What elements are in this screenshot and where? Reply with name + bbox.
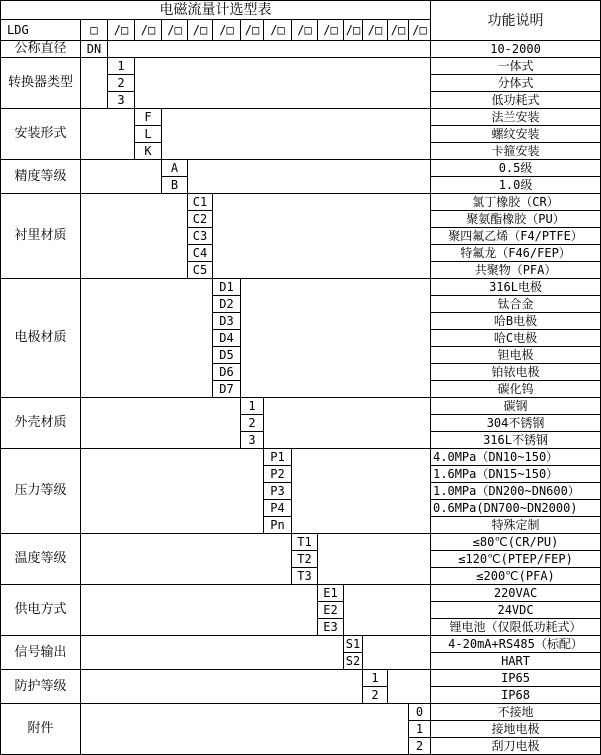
function-desc-converter-type-1: 分体式 bbox=[431, 75, 601, 92]
function-desc-electrode-material-5: 铂铱电极 bbox=[431, 364, 601, 381]
filler-left-converter-type bbox=[81, 58, 108, 109]
filler-left-installation-form bbox=[81, 109, 135, 160]
table-title: 电磁流量计选型表 bbox=[1, 1, 431, 20]
code-electrode-material-6: D7 bbox=[213, 381, 241, 398]
model-prefix: LDG bbox=[1, 20, 81, 41]
code-electrode-material-2: D3 bbox=[213, 313, 241, 330]
code-temperature-rating-0: T1 bbox=[292, 534, 318, 551]
function-desc-installation-form-1: 螺纹安装 bbox=[431, 126, 601, 143]
code-liner-material-3: C4 bbox=[188, 245, 213, 262]
code-slot: /□ bbox=[188, 20, 213, 41]
filler-left-power-supply bbox=[81, 585, 318, 636]
code-liner-material-0: C1 bbox=[188, 194, 213, 211]
filler-left-protection-class bbox=[81, 670, 363, 704]
function-desc-electrode-material-4: 钽电极 bbox=[431, 347, 601, 364]
code-slot: /□ bbox=[318, 20, 344, 41]
function-desc-accessories-0: 不接地 bbox=[431, 704, 601, 721]
code-housing-material-1: 2 bbox=[241, 415, 264, 432]
function-desc-electrode-material-2: 哈B电极 bbox=[431, 313, 601, 330]
section-label-housing-material: 外壳材质 bbox=[1, 398, 81, 449]
function-desc-electrode-material-6: 碳化钨 bbox=[431, 381, 601, 398]
section-label-accuracy-class: 精度等级 bbox=[1, 160, 81, 194]
filler-right-power-supply bbox=[344, 585, 431, 636]
code-installation-form-0: F bbox=[135, 109, 162, 126]
function-desc-liner-material-4: 共聚物（PFA） bbox=[431, 262, 601, 279]
code-protection-class-1: 2 bbox=[363, 687, 388, 704]
code-accessories-1: 1 bbox=[409, 721, 431, 738]
section-label-pressure-rating: 压力等级 bbox=[1, 449, 81, 534]
function-desc-signal-output-0: 4-20mA+RS485（标配） bbox=[431, 636, 601, 653]
code-converter-type-0: 1 bbox=[108, 58, 135, 75]
code-pressure-rating-0: P1 bbox=[264, 449, 292, 466]
code-temperature-rating-2: T3 bbox=[292, 568, 318, 585]
function-desc-housing-material-1: 304不锈钢 bbox=[431, 415, 601, 432]
function-desc-pressure-rating-4: 特殊定制 bbox=[431, 517, 601, 534]
code-converter-type-1: 2 bbox=[108, 75, 135, 92]
section-label-converter-type: 转换器类型 bbox=[1, 58, 81, 109]
code-power-supply-0: E1 bbox=[318, 585, 344, 602]
function-desc-liner-material-2: 聚四氟乙烯（F4/PTFE） bbox=[431, 228, 601, 245]
code-housing-material-0: 1 bbox=[241, 398, 264, 415]
code-accessories-2: 2 bbox=[409, 738, 431, 755]
code-power-supply-1: E2 bbox=[318, 602, 344, 619]
code-converter-type-2: 3 bbox=[108, 92, 135, 109]
code-pressure-rating-1: P2 bbox=[264, 466, 292, 483]
code-slot: /□ bbox=[292, 20, 318, 41]
code-slot: /□ bbox=[388, 20, 409, 41]
code-installation-form-2: K bbox=[135, 143, 162, 160]
function-desc-liner-material-3: 特氟龙（F46/FEP） bbox=[431, 245, 601, 262]
section-label-power-supply: 供电方式 bbox=[1, 585, 81, 636]
code-power-supply-2: E3 bbox=[318, 619, 344, 636]
code-accuracy-class-1: B bbox=[162, 177, 188, 194]
code-slot: /□ bbox=[108, 20, 135, 41]
function-desc-liner-material-0: 氯丁橡胶（CR） bbox=[431, 194, 601, 211]
code-slot: /□ bbox=[213, 20, 241, 41]
code-accuracy-class-0: A bbox=[162, 160, 188, 177]
code-slot: /□ bbox=[162, 20, 188, 41]
code-slot: /□ bbox=[135, 20, 162, 41]
code-accessories-0: 0 bbox=[409, 704, 431, 721]
filler-right-temperature-rating bbox=[318, 534, 431, 585]
filler-left-accuracy-class bbox=[81, 160, 162, 194]
code-liner-material-2: C3 bbox=[188, 228, 213, 245]
code-housing-material-2: 3 bbox=[241, 432, 264, 449]
function-desc-nominal-diameter-0: 10-2000 bbox=[431, 41, 601, 58]
code-slot: /□ bbox=[363, 20, 388, 41]
code-pressure-rating-3: P4 bbox=[264, 500, 292, 517]
filler-right-converter-type bbox=[135, 58, 431, 109]
function-column-header: 功能说明 bbox=[431, 1, 601, 41]
function-desc-electrode-material-1: 钛合金 bbox=[431, 296, 601, 313]
filler-left-liner-material bbox=[81, 194, 188, 279]
function-desc-converter-type-2: 低功耗式 bbox=[431, 92, 601, 109]
section-label-liner-material: 衬里材质 bbox=[1, 194, 81, 279]
filler-right-electrode-material bbox=[241, 279, 431, 398]
code-electrode-material-4: D5 bbox=[213, 347, 241, 364]
filler-left-electrode-material bbox=[81, 279, 213, 398]
code-electrode-material-3: D4 bbox=[213, 330, 241, 347]
filler-left-signal-output bbox=[81, 636, 344, 670]
filler-right-protection-class bbox=[388, 670, 431, 704]
code-electrode-material-5: D6 bbox=[213, 364, 241, 381]
filler-left-temperature-rating bbox=[81, 534, 292, 585]
section-label-nominal-diameter: 公称直径 bbox=[1, 41, 81, 58]
filler-right-pressure-rating bbox=[292, 449, 431, 534]
filler-right-housing-material bbox=[264, 398, 431, 449]
filler-right-signal-output bbox=[363, 636, 431, 670]
function-desc-pressure-rating-0: 4.0MPa（DN10~150） bbox=[431, 449, 601, 466]
function-desc-electrode-material-0: 316L电极 bbox=[431, 279, 601, 296]
code-pressure-rating-4: Pn bbox=[264, 517, 292, 534]
function-desc-installation-form-2: 卡箍安装 bbox=[431, 143, 601, 160]
function-desc-electrode-material-3: 哈C电极 bbox=[431, 330, 601, 347]
function-desc-pressure-rating-1: 1.6MPa（DN15~150） bbox=[431, 466, 601, 483]
function-desc-installation-form-0: 法兰安装 bbox=[431, 109, 601, 126]
code-electrode-material-1: D2 bbox=[213, 296, 241, 313]
function-desc-accuracy-class-1: 1.0级 bbox=[431, 177, 601, 194]
filler-left-housing-material bbox=[81, 398, 241, 449]
function-desc-temperature-rating-2: ≤200℃(PFA) bbox=[431, 568, 601, 585]
function-desc-signal-output-1: HART bbox=[431, 653, 601, 670]
section-label-protection-class: 防护等级 bbox=[1, 670, 81, 704]
function-desc-power-supply-0: 220VAC bbox=[431, 585, 601, 602]
filler-right-installation-form bbox=[162, 109, 431, 160]
code-slot-box: □ bbox=[81, 20, 108, 41]
filler-right-nominal-diameter bbox=[108, 41, 431, 58]
section-label-temperature-rating: 温度等级 bbox=[1, 534, 81, 585]
code-pressure-rating-2: P3 bbox=[264, 483, 292, 500]
code-slot: /□ bbox=[264, 20, 292, 41]
function-desc-pressure-rating-3: 0.6MPa(DN700~DN2000) bbox=[431, 500, 601, 517]
section-label-electrode-material: 电极材质 bbox=[1, 279, 81, 398]
function-desc-protection-class-1: IP68 bbox=[431, 687, 601, 704]
code-temperature-rating-1: T2 bbox=[292, 551, 318, 568]
section-label-accessories: 附件 bbox=[1, 704, 81, 755]
function-desc-pressure-rating-2: 1.0MPa（DN200~DN600） bbox=[431, 483, 601, 500]
function-desc-housing-material-2: 316L不锈钢 bbox=[431, 432, 601, 449]
code-signal-output-0: S1 bbox=[344, 636, 363, 653]
function-desc-protection-class-0: IP65 bbox=[431, 670, 601, 687]
code-electrode-material-0: D1 bbox=[213, 279, 241, 296]
function-desc-converter-type-0: 一体式 bbox=[431, 58, 601, 75]
function-desc-accessories-1: 接地电极 bbox=[431, 721, 601, 738]
function-desc-power-supply-2: 锂电池（仅限低功耗式） bbox=[431, 619, 601, 636]
function-desc-liner-material-1: 聚氨酯橡胶（PU） bbox=[431, 211, 601, 228]
section-label-installation-form: 安装形式 bbox=[1, 109, 81, 160]
function-desc-power-supply-1: 24VDC bbox=[431, 602, 601, 619]
function-desc-housing-material-0: 碳钢 bbox=[431, 398, 601, 415]
code-slot: /□ bbox=[409, 20, 431, 41]
code-liner-material-1: C2 bbox=[188, 211, 213, 228]
filler-right-liner-material bbox=[213, 194, 431, 279]
section-label-signal-output: 信号输出 bbox=[1, 636, 81, 670]
filler-left-accessories bbox=[81, 704, 409, 755]
function-desc-temperature-rating-0: ≤80℃(CR/PU) bbox=[431, 534, 601, 551]
code-slot: /□ bbox=[241, 20, 264, 41]
function-desc-accessories-2: 刮刀电极 bbox=[431, 738, 601, 755]
code-slot: /□ bbox=[344, 20, 363, 41]
function-desc-temperature-rating-1: ≤120℃(PTEP/FEP) bbox=[431, 551, 601, 568]
filler-right-accuracy-class bbox=[188, 160, 431, 194]
code-signal-output-1: S2 bbox=[344, 653, 363, 670]
code-nominal-diameter-0: DN bbox=[81, 41, 108, 58]
code-installation-form-1: L bbox=[135, 126, 162, 143]
code-protection-class-0: 1 bbox=[363, 670, 388, 687]
function-desc-accuracy-class-0: 0.5级 bbox=[431, 160, 601, 177]
code-liner-material-4: C5 bbox=[188, 262, 213, 279]
filler-left-pressure-rating bbox=[81, 449, 264, 534]
